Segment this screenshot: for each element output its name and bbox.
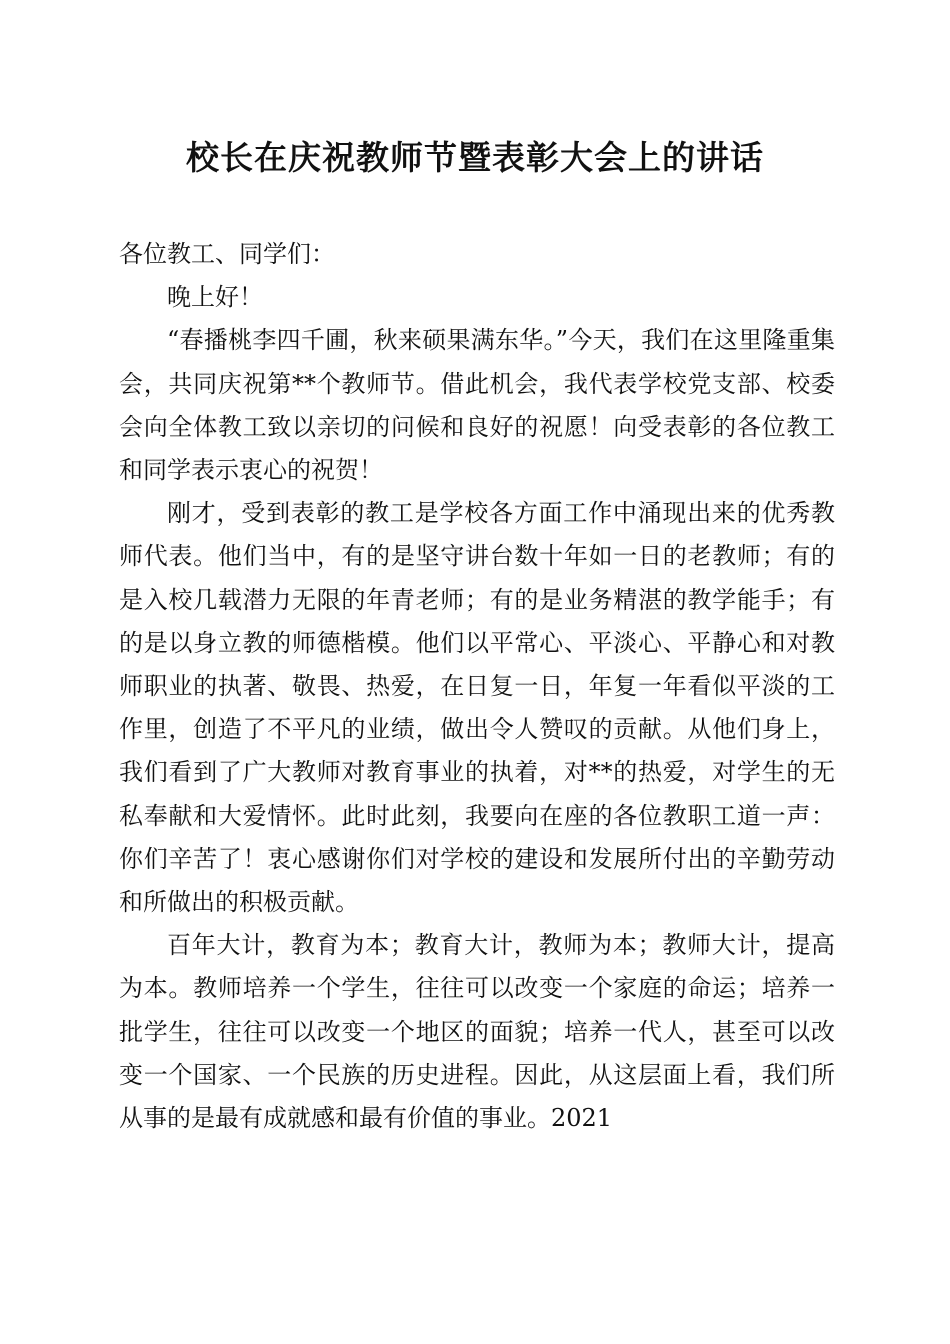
document-body [119,233,835,1140]
paragraph-opening: “春播桃李四千圃，秋来硕果满东华。”今天，我们在这里隆重集会，共同庆祝第**个教师节。借此机会，我代表学校党支部、校委会向全体教工致以亲切的问候和良好的祝愿！向受表彰的各位教工和同学表示衷心的祝贺！ [119,326,835,485]
paragraph-greeting: 晚上好！ [167,283,263,312]
salutation: 各位教工、同学们： [119,240,335,268]
paragraph-education: 百年大计，教育为本；教育大计，教师为本；教师大计，提高为本。教师培养一个学生，往往可以改变一个家庭的命运；培养一批学生，往往可以改变一个地区的面貌；培养一代人，甚至可以改变一个国家、一个民族的历史进程。因此，从这层面上看，我们所从事的是最有成就感和最有价值的事业。2021 [119,931,835,1133]
document-title: 校长在庆祝教师节暨表彰大会上的讲话 [186,138,764,177]
paragraph-honorees: 刚才，受到表彰的教工是学校各方面工作中涌现出来的优秀教师代表。他们当中，有的是坚守讲台数十年如一日的老教师；有的是入校几载潜力无限的年青老师；有的是业务精湛的教学能手；有的是以身立教的师德楷模。他们以平常心、平淡心、平静心和对教师职业的执著、敬畏、热爱，在日复一日，年复一年看似平淡的工作里，创造了不平凡的业绩，做出令人赞叹的贡献。从他们身上，我们看到了广大教师对教育事业的执着，对**的热爱，对学生的无私奉献和大爱情怀。此时此刻，我要向在座的各位教职工道一声：你们辛苦了！衷心感谢你们对学校的建设和发展所付出的辛勤劳动和所做出的积极贡献。 [119,499,835,917]
